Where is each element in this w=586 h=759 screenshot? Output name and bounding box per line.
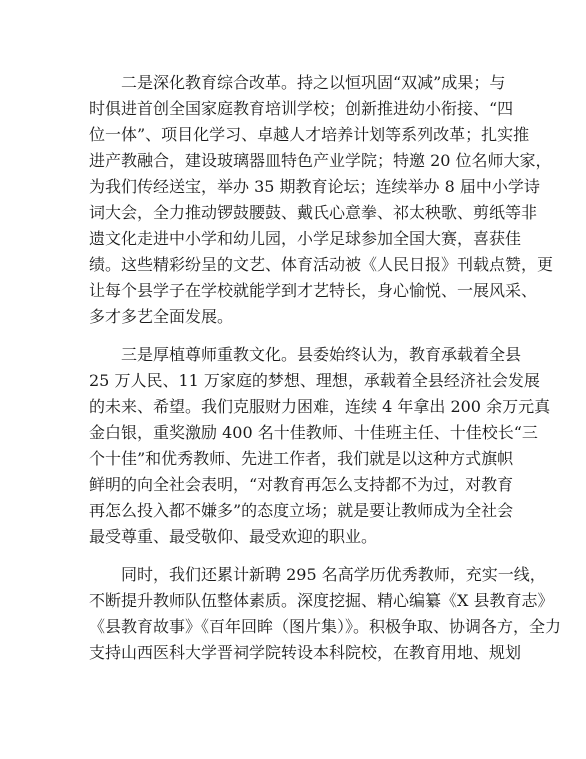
- text-line: 支持山西医科大学晋祠学院转设本科院校，在教育用地、规划: [89, 643, 522, 662]
- text-line: 位一体”、项目化学习、卓越人才培养计划等系列改革；扎实推: [89, 125, 530, 144]
- text-line: 多才多艺全面发展。: [89, 307, 234, 326]
- text-line: 《县教育故事》《百年回眸（图片集）》。积极争取、协调各方，全力: [89, 617, 562, 636]
- text-line: 进产教融合，建设玻璃器皿特色产业学院；特邀 20 位名师大家，: [89, 151, 552, 170]
- paragraph-spacer: [89, 330, 499, 342]
- text-line: 再怎么投入都不嫌多”的态度立场；就是要让教师成为全社会: [89, 501, 514, 520]
- paragraph-education-reform: [89, 70, 554, 330]
- paragraph-teacher-recruitment: [89, 562, 562, 666]
- text-line: 二是深化教育综合改革。持之以恒巩固“双减”成果；与: [121, 73, 506, 92]
- text-line: 的未来、希望。我们克服财力困难，连续 4 年拿出 200 余万元真: [89, 397, 551, 416]
- paragraph-respect-teachers: [89, 342, 551, 550]
- text-line: 鲜明的向全社会表明，“对教育再怎么支持都不为过，对教育: [89, 475, 514, 494]
- text-line: 个十佳”和优秀教师、先进工作者，我们就是以这种方式旗帜: [89, 449, 514, 468]
- text-line: 25 万人民、11 万家庭的梦想、理想，承载着全县经济社会发展: [89, 371, 540, 390]
- paragraph-spacer: [89, 550, 499, 562]
- text-line: 词大会，全力推动锣鼓腰鼓、戴氏心意拳、祁太秧歌、剪纸等非: [89, 203, 538, 222]
- text-line: 金白银，重奖激励 400 名十佳教师、十佳班主任、十佳校长“三: [89, 423, 538, 442]
- text-line: 同时，我们还累计新聘 295 名高学历优秀教师，充实一线，: [121, 565, 546, 584]
- text-line: 让每个县学子在学校就能学到才艺特长，身心愉悦、一展风采、: [89, 281, 538, 300]
- text-line: 最受尊重、最受敬仰、最受欢迎的职业。: [89, 527, 378, 546]
- text-line: 为我们传经送宝，举办 35 期教育论坛；连续举办 8 届中小学诗: [89, 177, 540, 196]
- text-line: 遗文化走进中小学和幼儿园，小学足球参加全国大赛，喜获佳: [89, 229, 522, 248]
- text-line: 绩。这些精彩纷呈的文艺、体育活动被《人民日报》刊载点赞，更: [89, 255, 554, 274]
- text-line: 三是厚植尊师重教文化。县委始终认为，教育承载着全县: [121, 345, 522, 364]
- text-line: 不断提升教师队伍整体素质。深度挖掘、精心编纂《X 县教育志》: [89, 591, 554, 610]
- text-line: 时俱进首创全国家庭教育培训学校；创新推进幼小衔接、“四: [89, 99, 514, 118]
- document-body: [89, 70, 562, 666]
